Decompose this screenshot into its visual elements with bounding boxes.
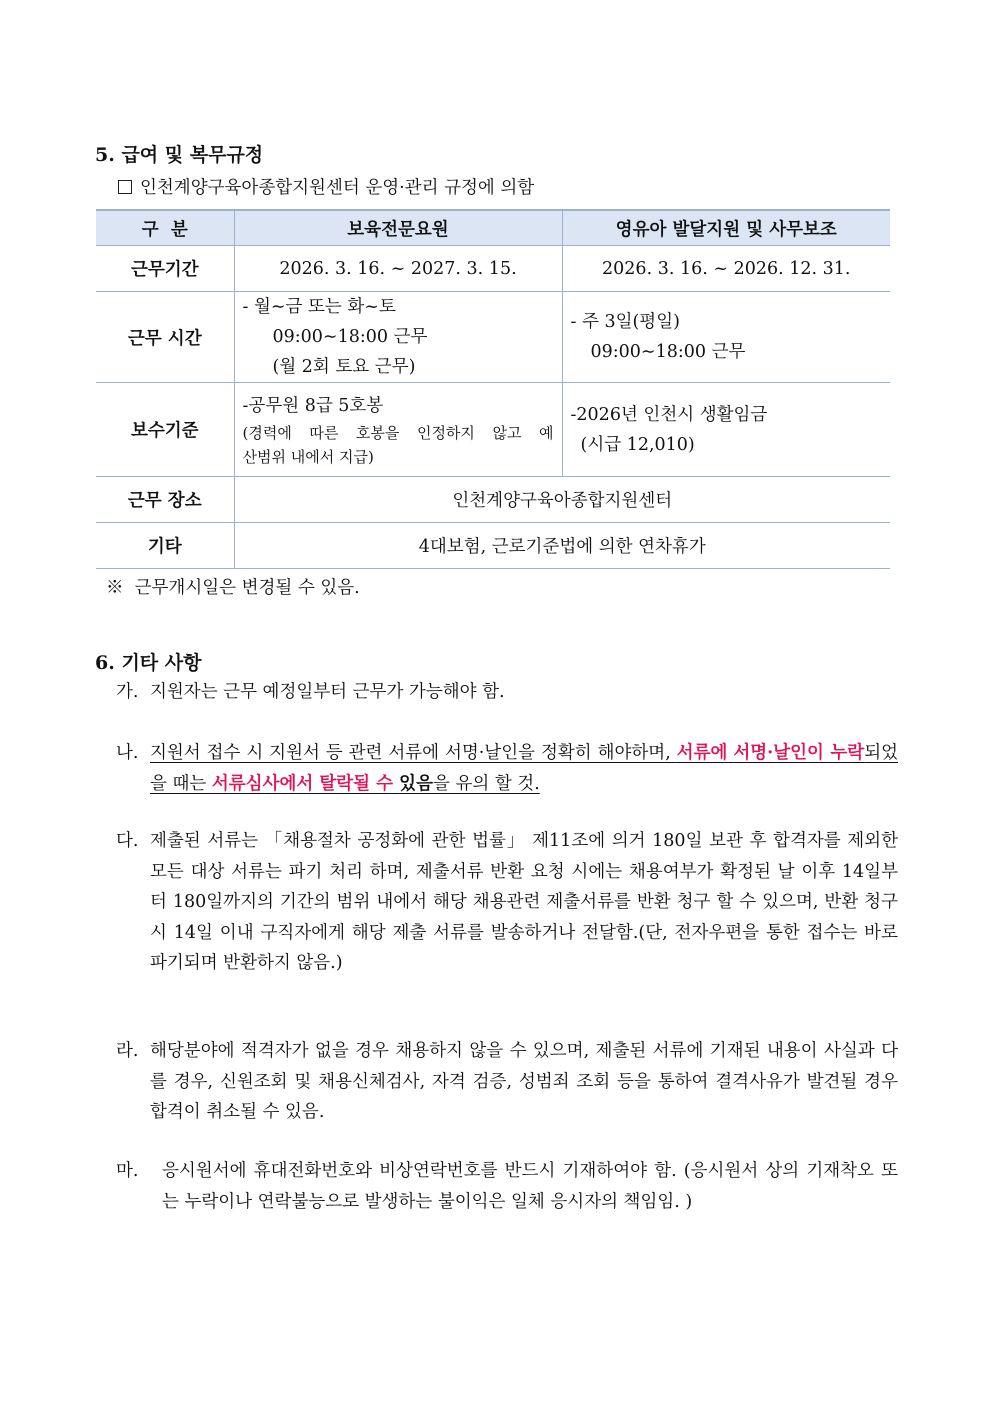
- hours-col2-line2: 09:00∼18:00 근무: [590, 342, 746, 362]
- pay-col2-line2: (시급 12,010): [580, 434, 695, 455]
- start-date-note: ※ 근무개시일은 변경될 수 있음.: [106, 578, 360, 598]
- pay-col1-main: -공무원 8급 5호봉: [242, 395, 384, 416]
- section6-heading: 6. 기타 사항: [95, 652, 202, 674]
- hours-col1-line1: - 월∼금 또는 화~토: [242, 297, 396, 317]
- row-hours-col1: [234, 292, 562, 383]
- item-ra: [116, 1036, 898, 1128]
- section5-intro: [118, 174, 534, 199]
- table-row-hours: [96, 292, 890, 383]
- pay-col1-note-line2: 산범위 내에서 지급): [242, 447, 374, 466]
- row-period-col1: 2026. 3. 16. ~ 2027. 3. 15.: [234, 246, 562, 292]
- pay-col1-note-line1: (경력에 따른 호봉을 인정하지 않고 예: [242, 423, 554, 442]
- salary-table: [96, 209, 890, 569]
- item-ra-marker: 라.: [116, 1041, 139, 1061]
- row-etc-label: 기타: [96, 523, 234, 569]
- row-period-label: 근무기간: [96, 246, 234, 292]
- item-ma: [116, 1156, 898, 1217]
- na-part1: 지원서 접수 시 지원서 등 관련 서류에 서명·날인을 정확히 해야하며,: [150, 743, 677, 763]
- section5-intro-text: 인천계양구육아종합지원센터 운영·관리 규정에 의함: [140, 178, 535, 198]
- item-ga: [116, 677, 898, 708]
- table-header-category: 구 분: [96, 210, 234, 246]
- item-da-marker: 다.: [116, 831, 139, 851]
- item-ga-text: 지원자는 근무 예정일부터 근무가 가능해야 함.: [150, 682, 505, 702]
- row-place-value: 인천계양구육아종합지원센터: [234, 477, 890, 523]
- na-red1: 서류에: [676, 743, 728, 763]
- table-header-row: [96, 210, 890, 246]
- table-row-period: [96, 246, 890, 292]
- row-etc-value: 4대보험, 근로기준법에 의한 연차휴가: [234, 523, 890, 569]
- item-na-text: [150, 738, 898, 799]
- item-ma-marker: 마.: [116, 1161, 139, 1181]
- item-da: [116, 826, 898, 979]
- table-row-etc: [96, 523, 890, 569]
- hours-col1-line3: (월 2회 토요 근무): [272, 357, 416, 377]
- hours-col2-line1: - 주 3일(평일): [570, 312, 680, 332]
- item-ga-marker: 가.: [116, 682, 139, 702]
- section5-heading: 5. 급여 및 복무규정: [95, 144, 264, 166]
- hours-col1-line2: 09:00∼18:00 근무: [272, 327, 428, 347]
- row-period-col2: 2026. 3. 16. ~ 2026. 12. 31.: [562, 246, 890, 292]
- table-header-col2: 영유아 발달지원 및 사무보조: [562, 210, 890, 246]
- item-na-marker: 나.: [116, 743, 139, 763]
- table-header-col1: 보육전문요원: [234, 210, 562, 246]
- na-bold1: 있음: [399, 773, 433, 794]
- row-hours-label: 근무 시간: [96, 292, 234, 383]
- pay-col2-line1: -2026년 인천시 생활임금: [570, 404, 768, 425]
- table-row-place: [96, 477, 890, 523]
- row-pay-col2: [562, 383, 890, 477]
- table-row-pay: [96, 383, 890, 477]
- row-hours-col2: [562, 292, 890, 383]
- item-da-text: 제출된 서류는 「채용절차 공정화에 관한 법률」 제11조에 의거 180일 보관 후 합격자를 제외한 모든 대상 서류는 파기 처리 하며, 제출서류 반환 요청 시에는 채용여부가 확정된 날 이후 14일부터 180일까지의 기간의 범위 내에서 해당 채용관련 제출서류를 반환 청구 할 수 있으며, 반환 청구 시 14일 이내 구직자에게 해당 제출 서류를 발송하거나 전달함.(단, 전자우편을 통한 접수는 바로 파기되며 반환하지 않음.): [150, 831, 898, 973]
- checkbox-square-icon: [118, 180, 132, 194]
- row-pay-label: 보수기준: [96, 383, 234, 477]
- na-red3: 서류심사에서 탈락될 수: [211, 773, 400, 794]
- na-part2: 되었을 때는: [150, 743, 898, 794]
- na-red2: 서명·날인이 누락: [733, 743, 865, 763]
- item-ra-text: 해당분야에 적격자가 없을 경우 채용하지 않을 수 있으며, 제출된 서류에 기재된 내용이 사실과 다를 경우, 신원조회 및 채용신체검사, 자격 검증, 성범죄 조회 등을 통하여 결격사유가 발견될 경우 합격이 취소될 수 있음.: [150, 1041, 898, 1122]
- item-na: [116, 738, 898, 799]
- item-ma-text: 응시원서에 휴대전화번호와 비상연락번호를 반드시 기재하여야 함. (응시원서 상의 기재착오 또는 누락이나 연락불능으로 발생하는 불이익은 일체 응시자의 책임임. ): [162, 1161, 898, 1212]
- na-part3: 을 유의 할 것.: [432, 773, 540, 794]
- row-pay-col1: [234, 383, 562, 477]
- row-place-label: 근무 장소: [96, 477, 234, 523]
